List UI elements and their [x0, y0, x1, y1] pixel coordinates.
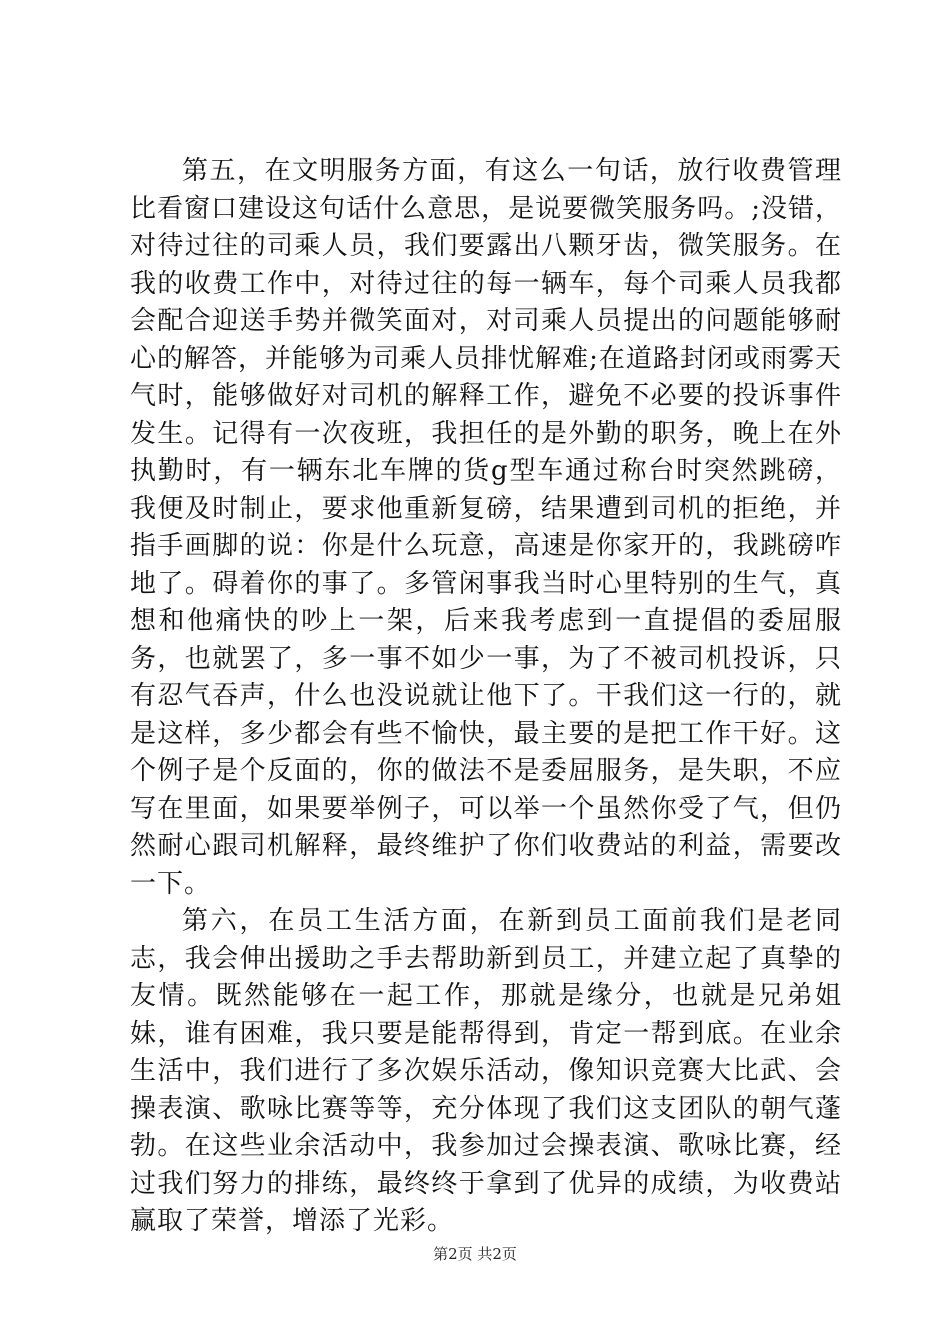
- paragraph-service: 第五，在文明服务方面，有这么一句话，放行收费管理比看窗口建设这句话什么意思，是说要微笑服务吗。;没错，对待过往的司乘人员，我们要露出八颗牙齿，微笑服务。在我的收费工作中，对待过往的每一辆车，每个司乘人员我都会配合迎送手势并微笑面对，对司乘人员提出的问题能够耐心的解答，并能够为司乘人员排忧解难;在道路封闭或雨雾天气时，能够做好对司机的解释工作，避免不必要的投诉事件发生。记得有一次夜班，我担任的是外勤的职务，晚上在外执勤时，有一辆东北车牌的货g型车通过称台时突然跳磅，我便及时制止，要求他重新复磅，结果遭到司机的拒绝，并指手画脚的说：你是什么玩意，高速是你家开的，我跳磅咋地了。碍着你的事了。多管闲事我当时心里特别的生气，真想和他痛快的吵上一架，后来我考虑到一直提倡的委屈服务，也就罢了，多一事不如少一事，为了不被司机投诉，只有忍气吞声，什么也没说就让他下了。干我们这一行的，就是这样，多少都会有些不愉快，最主要的是把工作干好。这个例子是个反面的，你的做法不是委屈服务，是失职，不应写在里面，如果要举例子，可以举一个虽然你受了气，但仍然耐心跟司机解释，最终维护了你们收费站的利益，需要改一下。: [130, 156, 842, 899]
- paragraph-staff-life: 第六，在员工生活方面，在新到员工面前我们是老同志，我会伸出援助之手去帮助新到员工，并建立起了真挚的友情。既然能够在一起工作，那就是缘分，也就是兄弟姐妹，谁有困难，我只要是能帮得到，肯定一帮到底。在业余生活中，我们进行了多次娱乐活动，像知识竞赛大比武、会操表演、歌咏比赛等等，充分体现了我们这支团队的朝气蓬勃。在这些业余活动中，我参加过会操表演、歌咏比赛，经过我们努力的排练，最终终于拿到了优异的成绩，为收费站赢取了荣誉，增添了光彩。: [130, 906, 842, 1236]
- document-body: [130, 153, 842, 1241]
- page-footer: 第2页 共2页: [433, 1245, 517, 1263]
